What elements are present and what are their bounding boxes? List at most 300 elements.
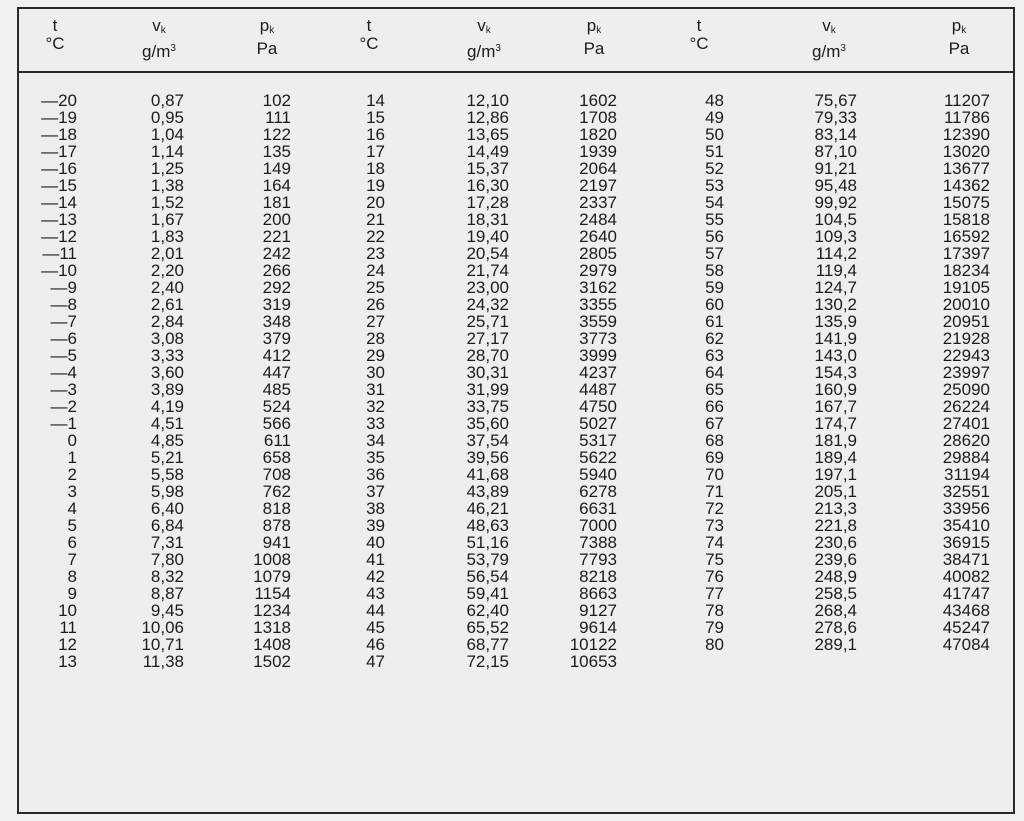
table-cell: 1,04 bbox=[150, 125, 184, 144]
table-cell: 205,1 bbox=[814, 482, 857, 501]
table-cell: 6,40 bbox=[150, 499, 184, 518]
table-cell: 80 bbox=[705, 635, 724, 654]
table-cell: 36 bbox=[366, 465, 385, 484]
table-cell: 1,52 bbox=[150, 193, 184, 212]
column-t-2 bbox=[335, 92, 385, 670]
table-cell: 33,75 bbox=[466, 397, 509, 416]
table-cell: 3,89 bbox=[150, 380, 184, 399]
header-subscript: k bbox=[269, 25, 275, 36]
table-cell: 32 bbox=[366, 397, 385, 416]
table-cell: 41747 bbox=[942, 584, 990, 603]
table-cell: 266 bbox=[262, 261, 291, 280]
header-unit bbox=[779, 40, 879, 61]
table-cell: 11786 bbox=[943, 108, 990, 127]
table-cell: 35 bbox=[366, 448, 385, 467]
table-cell: 28,70 bbox=[466, 346, 509, 365]
table-cell: 181 bbox=[262, 193, 291, 212]
table-cell: 27401 bbox=[942, 414, 990, 433]
header-symbol-text: t bbox=[696, 16, 702, 35]
header-symbol bbox=[554, 17, 634, 40]
table-cell: 48,63 bbox=[466, 516, 509, 535]
table-cell: 12390 bbox=[942, 125, 990, 144]
table-cell: 63 bbox=[705, 346, 724, 365]
header-unit-text: °C bbox=[45, 34, 65, 53]
table-cell: 72 bbox=[705, 499, 724, 518]
table-cell: 124,7 bbox=[814, 278, 857, 297]
table-cell: 447 bbox=[262, 363, 291, 382]
table-cell: 25,71 bbox=[466, 312, 509, 331]
table-cell: 13 bbox=[58, 652, 77, 671]
table-cell: 7,31 bbox=[150, 533, 184, 552]
table-cell: 248,9 bbox=[814, 567, 857, 586]
table-cell: —8 bbox=[50, 295, 77, 314]
table-cell: 28620 bbox=[942, 431, 990, 450]
column-p-3 bbox=[900, 92, 990, 653]
table-cell: 7,80 bbox=[150, 550, 184, 569]
table-cell: 213,3 bbox=[814, 499, 857, 518]
header-unit-text: Pa bbox=[583, 39, 605, 58]
table-cell: 230,6 bbox=[814, 533, 857, 552]
table-cell: —13 bbox=[41, 210, 77, 229]
table-cell: 1,14 bbox=[150, 142, 184, 161]
header-symbol-text: v bbox=[152, 16, 161, 35]
table-cell: 25 bbox=[366, 278, 385, 297]
table-cell: 32551 bbox=[942, 482, 990, 501]
table-cell: 21 bbox=[366, 210, 385, 229]
table-cell: 14,49 bbox=[466, 142, 509, 161]
table-cell: 13020 bbox=[942, 142, 990, 161]
header-superscript: 3 bbox=[840, 43, 846, 54]
table-cell: 23,00 bbox=[466, 278, 509, 297]
table-cell: 197,1 bbox=[814, 465, 857, 484]
table-cell: 1154 bbox=[254, 584, 291, 603]
table-cell: 45247 bbox=[942, 618, 990, 637]
table-cell: 67 bbox=[705, 414, 724, 433]
table-cell: 2,61 bbox=[150, 295, 184, 314]
table-cell: 3999 bbox=[579, 346, 617, 365]
table-cell: 3,08 bbox=[150, 329, 184, 348]
table-cell: 51 bbox=[705, 142, 724, 161]
table-cell: 7 bbox=[67, 550, 77, 569]
table-cell: 8,32 bbox=[150, 567, 184, 586]
header-unit bbox=[109, 40, 209, 61]
table-cell: 26224 bbox=[942, 397, 990, 416]
table-cell: 2064 bbox=[579, 159, 617, 178]
table-cell: 36915 bbox=[942, 533, 990, 552]
table-cell: 5,58 bbox=[150, 465, 184, 484]
table-cell: 66 bbox=[705, 397, 724, 416]
header-symbol bbox=[434, 17, 534, 40]
table-cell: 42 bbox=[366, 567, 385, 586]
header-subscript: k bbox=[596, 25, 602, 36]
table-cell: 10 bbox=[58, 601, 77, 620]
table-cell: 20010 bbox=[942, 295, 990, 314]
table-cell: 6278 bbox=[579, 482, 617, 501]
table-cell: 5 bbox=[67, 516, 77, 535]
table-cell: 4,19 bbox=[150, 397, 184, 416]
header-symbol bbox=[25, 17, 85, 35]
table-cell: 21,74 bbox=[466, 261, 509, 280]
table-cell: 68,77 bbox=[466, 635, 509, 654]
header-symbol bbox=[109, 17, 209, 40]
table-cell: 5622 bbox=[579, 448, 617, 467]
table-cell: 15818 bbox=[942, 210, 990, 229]
table-cell: 77 bbox=[705, 584, 724, 603]
table-cell: 6 bbox=[67, 533, 77, 552]
table-cell: 8 bbox=[67, 567, 77, 586]
table-cell: —5 bbox=[50, 346, 77, 365]
table-cell: —1 bbox=[50, 414, 77, 433]
table-cell: 160,9 bbox=[814, 380, 857, 399]
table-cell: 6,84 bbox=[150, 516, 184, 535]
header-symbol bbox=[779, 17, 879, 40]
table-cell: 31194 bbox=[943, 465, 990, 484]
table-cell: 7000 bbox=[579, 516, 617, 535]
table-cell: 40 bbox=[366, 533, 385, 552]
header-unit bbox=[919, 40, 999, 58]
table-cell: —19 bbox=[41, 108, 77, 127]
table-cell: 221 bbox=[262, 227, 291, 246]
table-cell: 3 bbox=[67, 482, 77, 501]
table-cell: 91,21 bbox=[814, 159, 857, 178]
table-cell: 878 bbox=[262, 516, 291, 535]
table-cell: 83,14 bbox=[814, 125, 857, 144]
table-cell: 6631 bbox=[579, 499, 617, 518]
table-cell: 3355 bbox=[579, 295, 617, 314]
column-p-1 bbox=[211, 92, 291, 670]
table-cell: 135 bbox=[262, 142, 291, 161]
table-cell: 43468 bbox=[942, 601, 990, 620]
table-cell: 29 bbox=[366, 346, 385, 365]
table-cell: 1,83 bbox=[150, 227, 184, 246]
table-cell: 55 bbox=[705, 210, 724, 229]
table-cell: —11 bbox=[42, 244, 77, 263]
table-cell: 189,4 bbox=[814, 448, 857, 467]
header-unit bbox=[25, 35, 85, 53]
table-header-row bbox=[19, 9, 1013, 73]
table-cell: 2197 bbox=[579, 176, 617, 195]
table-cell: 13,65 bbox=[466, 125, 509, 144]
header-symbol-text: v bbox=[822, 16, 831, 35]
table-cell: 24,32 bbox=[466, 295, 509, 314]
header-unit bbox=[434, 40, 534, 61]
table-cell: 114,2 bbox=[815, 244, 857, 263]
table-cell: 74 bbox=[705, 533, 724, 552]
table-cell: —17 bbox=[41, 142, 77, 161]
table-cell: 20 bbox=[366, 193, 385, 212]
table-cell: 75 bbox=[705, 550, 724, 569]
table-cell: 122 bbox=[262, 125, 291, 144]
table-cell: 23997 bbox=[942, 363, 990, 382]
table-cell: 39 bbox=[366, 516, 385, 535]
table-cell: 1 bbox=[67, 448, 77, 467]
table-cell: 3,33 bbox=[150, 346, 184, 365]
table-cell: 1234 bbox=[253, 601, 291, 620]
table-cell: 79,33 bbox=[814, 108, 857, 127]
header-subscript: k bbox=[160, 25, 166, 36]
table-cell: 15,37 bbox=[466, 159, 509, 178]
header-unit-text: Pa bbox=[256, 39, 278, 58]
table-cell: 0,95 bbox=[150, 108, 184, 127]
table-cell: 174,7 bbox=[814, 414, 857, 433]
table-cell: 51,16 bbox=[466, 533, 509, 552]
table-cell: —2 bbox=[50, 397, 77, 416]
table-cell: —7 bbox=[50, 312, 77, 331]
header-unit-text: Pa bbox=[948, 39, 970, 58]
table-cell: 818 bbox=[262, 499, 291, 518]
table-cell: 135,9 bbox=[814, 312, 857, 331]
table-cell: 18 bbox=[366, 159, 385, 178]
table-cell: 1408 bbox=[253, 635, 291, 654]
table-cell: 1502 bbox=[253, 652, 291, 671]
table-cell: 5317 bbox=[579, 431, 617, 450]
table-cell: —18 bbox=[41, 125, 77, 144]
header-cell bbox=[232, 17, 302, 58]
table-cell: 53,79 bbox=[466, 550, 509, 569]
table-cell: 78 bbox=[705, 601, 724, 620]
table-cell: 23 bbox=[366, 244, 385, 263]
table-cell: 15 bbox=[366, 108, 385, 127]
table-cell: 62 bbox=[705, 329, 724, 348]
header-unit-text: g/m bbox=[142, 42, 171, 61]
table-cell: 72,15 bbox=[466, 652, 509, 671]
humidity-table bbox=[17, 7, 1015, 814]
table-cell: 143,0 bbox=[814, 346, 857, 365]
table-cell: 48 bbox=[705, 91, 724, 110]
table-cell: 46,21 bbox=[466, 499, 509, 518]
table-cell: 2805 bbox=[579, 244, 617, 263]
table-cell: 200 bbox=[262, 210, 291, 229]
table-cell: 37 bbox=[366, 482, 385, 501]
table-cell: 2,84 bbox=[150, 312, 184, 331]
table-cell: 57 bbox=[705, 244, 724, 263]
table-cell: —20 bbox=[41, 91, 77, 110]
table-cell: 5940 bbox=[579, 465, 617, 484]
table-cell: 19,40 bbox=[466, 227, 509, 246]
table-cell: 130,2 bbox=[814, 295, 857, 314]
table-cell: 68 bbox=[705, 431, 724, 450]
header-cell bbox=[919, 17, 999, 58]
header-cell bbox=[669, 17, 729, 53]
table-cell: 73 bbox=[705, 516, 724, 535]
table-cell: 65 bbox=[705, 380, 724, 399]
header-cell bbox=[434, 17, 534, 61]
table-cell: 22 bbox=[366, 227, 385, 246]
table-cell: 16,30 bbox=[466, 176, 509, 195]
header-symbol-text: t bbox=[52, 16, 58, 35]
table-cell: 611 bbox=[263, 431, 291, 450]
table-cell: 20,54 bbox=[466, 244, 509, 263]
table-cell: 40082 bbox=[942, 567, 990, 586]
table-cell: 941 bbox=[262, 533, 291, 552]
table-cell: 10,71 bbox=[141, 635, 184, 654]
table-cell: 26 bbox=[366, 295, 385, 314]
table-cell: 268,4 bbox=[814, 601, 857, 620]
table-cell: 69 bbox=[705, 448, 724, 467]
column-p-2 bbox=[527, 92, 617, 670]
column-v-2 bbox=[419, 92, 509, 670]
header-unit-text: °C bbox=[689, 34, 709, 53]
header-cell bbox=[25, 17, 85, 53]
table-cell: 70 bbox=[705, 465, 724, 484]
table-cell: 61 bbox=[705, 312, 724, 331]
table-cell: 2337 bbox=[579, 193, 617, 212]
table-cell: 76 bbox=[705, 567, 724, 586]
table-cell: 58 bbox=[705, 261, 724, 280]
table-cell: 2,20 bbox=[150, 261, 184, 280]
table-cell: 87,10 bbox=[814, 142, 857, 161]
table-cell: 16592 bbox=[942, 227, 990, 246]
table-cell: 18234 bbox=[942, 261, 990, 280]
header-unit-text: °C bbox=[359, 34, 379, 53]
table-cell: 1,25 bbox=[150, 159, 184, 178]
table-cell: 412 bbox=[262, 346, 291, 365]
table-cell: 25090 bbox=[942, 380, 990, 399]
table-cell: 292 bbox=[262, 278, 291, 297]
header-symbol bbox=[669, 17, 729, 35]
table-cell: 12,86 bbox=[466, 108, 509, 127]
table-cell: 49 bbox=[705, 108, 724, 127]
table-cell: 14362 bbox=[942, 176, 990, 195]
table-cell: 45 bbox=[366, 618, 385, 637]
table-cell: 2640 bbox=[579, 227, 617, 246]
table-cell: 15075 bbox=[942, 193, 990, 212]
table-cell: 11,38 bbox=[142, 652, 184, 671]
table-cell: 28 bbox=[366, 329, 385, 348]
header-unit-text: g/m bbox=[467, 42, 496, 61]
column-v-3 bbox=[757, 92, 857, 653]
table-cell: 239,6 bbox=[814, 550, 857, 569]
table-cell: 38471 bbox=[942, 550, 990, 569]
table-cell: 1708 bbox=[579, 108, 617, 127]
table-cell: 4487 bbox=[579, 380, 617, 399]
table-cell: 75,67 bbox=[814, 91, 857, 110]
table-cell: 104,5 bbox=[814, 210, 857, 229]
table-cell: 1008 bbox=[253, 550, 291, 569]
table-cell: 10653 bbox=[569, 652, 617, 671]
table-cell: 1079 bbox=[253, 567, 291, 586]
table-cell: 1,38 bbox=[150, 176, 184, 195]
table-cell: 19 bbox=[366, 176, 385, 195]
table-cell: 17397 bbox=[942, 244, 990, 263]
table-cell: 658 bbox=[262, 448, 291, 467]
table-cell: 9614 bbox=[579, 618, 617, 637]
table-cell: 4237 bbox=[579, 363, 617, 382]
header-symbol-text: p bbox=[951, 16, 962, 35]
table-cell: 31 bbox=[366, 380, 385, 399]
table-cell: 59 bbox=[705, 278, 724, 297]
table-cell: 95,48 bbox=[814, 176, 857, 195]
table-cell: 1939 bbox=[579, 142, 617, 161]
table-cell: 524 bbox=[262, 397, 291, 416]
table-cell: 53 bbox=[705, 176, 724, 195]
table-cell: 379 bbox=[262, 329, 291, 348]
table-cell: 60 bbox=[705, 295, 724, 314]
table-cell: 41 bbox=[366, 550, 385, 569]
table-cell: 39,56 bbox=[466, 448, 509, 467]
table-cell: 8663 bbox=[579, 584, 617, 603]
table-cell: 119,4 bbox=[815, 261, 857, 280]
table-cell: 71 bbox=[705, 482, 724, 501]
table-cell: 566 bbox=[262, 414, 291, 433]
table-cell: 1602 bbox=[579, 91, 617, 110]
table-cell: 56,54 bbox=[466, 567, 509, 586]
table-cell: 0 bbox=[67, 431, 77, 450]
table-cell: 33956 bbox=[942, 499, 990, 518]
table-cell: 141,9 bbox=[814, 329, 857, 348]
table-cell: 0,87 bbox=[150, 91, 184, 110]
header-superscript: 3 bbox=[170, 43, 176, 54]
table-cell: 43,89 bbox=[466, 482, 509, 501]
table-cell: 54 bbox=[705, 193, 724, 212]
table-cell: 20951 bbox=[942, 312, 990, 331]
table-cell: 167,7 bbox=[814, 397, 857, 416]
table-cell: 3162 bbox=[579, 278, 617, 297]
table-cell: 29884 bbox=[942, 448, 990, 467]
table-cell: 44 bbox=[366, 601, 385, 620]
header-unit-text: g/m bbox=[812, 42, 841, 61]
table-cell: 289,1 bbox=[814, 635, 857, 654]
table-cell: 5027 bbox=[579, 414, 617, 433]
table-cell: 38 bbox=[366, 499, 385, 518]
table-cell: 65,52 bbox=[466, 618, 509, 637]
header-symbol bbox=[919, 17, 999, 40]
table-cell: 13677 bbox=[942, 159, 990, 178]
header-symbol bbox=[232, 17, 302, 40]
table-cell: 4750 bbox=[579, 397, 617, 416]
table-cell: —14 bbox=[41, 193, 77, 212]
table-cell: 11 bbox=[59, 618, 77, 637]
table-cell: 2,01 bbox=[150, 244, 184, 263]
table-cell: 18,31 bbox=[466, 210, 509, 229]
table-cell: 22943 bbox=[942, 346, 990, 365]
table-cell: 17,28 bbox=[466, 193, 509, 212]
table-cell: 27,17 bbox=[466, 329, 509, 348]
header-symbol-text: v bbox=[477, 16, 486, 35]
table-cell: 278,6 bbox=[814, 618, 857, 637]
column-t-1 bbox=[17, 92, 77, 670]
table-cell: 3773 bbox=[579, 329, 617, 348]
table-cell: 319 bbox=[262, 295, 291, 314]
table-cell: 46 bbox=[366, 635, 385, 654]
table-cell: 12,10 bbox=[466, 91, 509, 110]
table-cell: 35,60 bbox=[466, 414, 509, 433]
table-cell: 2,40 bbox=[150, 278, 184, 297]
table-cell: 27 bbox=[366, 312, 385, 331]
table-cell: 3559 bbox=[579, 312, 617, 331]
table-cell: 24 bbox=[366, 261, 385, 280]
table-cell: 37,54 bbox=[466, 431, 509, 450]
table-cell: 10,06 bbox=[141, 618, 184, 637]
table-cell: 7388 bbox=[579, 533, 617, 552]
table-cell: —10 bbox=[41, 261, 77, 280]
table-cell: 4,51 bbox=[150, 414, 184, 433]
table-cell: 33 bbox=[366, 414, 385, 433]
table-cell: 111 bbox=[265, 108, 291, 127]
table-cell: —6 bbox=[50, 329, 77, 348]
table-cell: 154,3 bbox=[814, 363, 857, 382]
table-cell: 149 bbox=[262, 159, 291, 178]
table-cell: 64 bbox=[705, 363, 724, 382]
table-cell: 4,85 bbox=[150, 431, 184, 450]
table-cell: 242 bbox=[262, 244, 291, 263]
table-cell: 102 bbox=[262, 91, 291, 110]
table-cell: 8,87 bbox=[150, 584, 184, 603]
table-cell: 4 bbox=[67, 499, 77, 518]
table-cell: 19105 bbox=[942, 278, 990, 297]
table-cell: 59,41 bbox=[466, 584, 509, 603]
header-cell bbox=[339, 17, 399, 53]
